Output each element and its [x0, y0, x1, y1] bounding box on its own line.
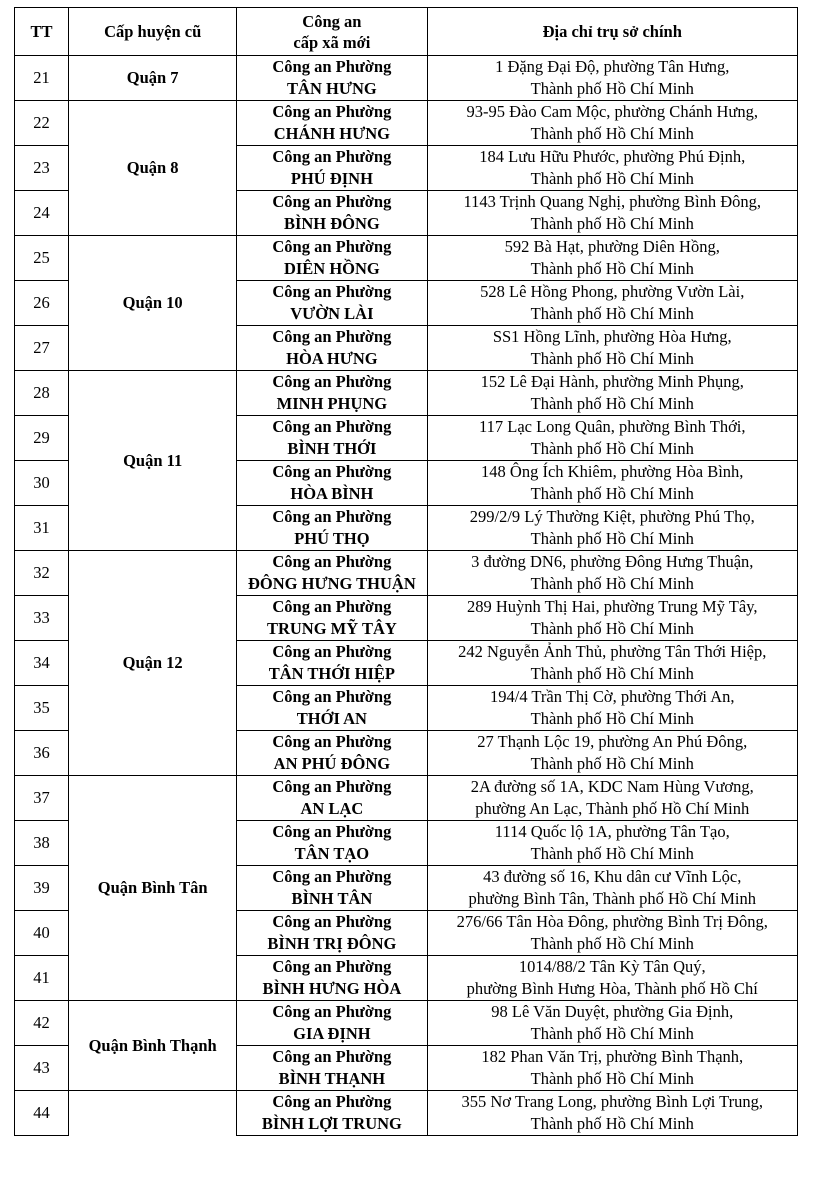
- ward-police-table: [14, 7, 798, 1136]
- district-name: Quận 7: [69, 56, 237, 101]
- address-line2: Thành phố Hồ Chí Minh: [530, 574, 694, 593]
- address-line1: 117 Lạc Long Quân, phường Bình Thới,: [478, 417, 746, 436]
- table-row: [15, 776, 798, 821]
- ward-police-prefix: Công an Phường: [272, 1002, 392, 1021]
- address-line1: 27 Thạnh Lộc 19, phường An Phú Đông,: [477, 732, 748, 751]
- address-line2: Thành phố Hồ Chí Minh: [530, 349, 694, 368]
- address-line1: 242 Nguyễn Ảnh Thủ, phường Tân Thới Hiệp,: [458, 642, 767, 661]
- ward-police-prefix: Công an Phường: [272, 1047, 392, 1066]
- ward-police-prefix: Công an Phường: [272, 642, 392, 661]
- ward-police-name: [237, 686, 427, 731]
- address-line2: Thành phố Hồ Chí Minh: [530, 304, 694, 323]
- headquarters-address: [427, 596, 798, 641]
- ward-name: TRUNG MỸ TÂY: [266, 619, 397, 638]
- header-tt: TT: [15, 8, 69, 56]
- address-line2: Thành phố Hồ Chí Minh: [530, 529, 694, 548]
- row-number: 35: [15, 686, 69, 731]
- address-line1: 276/66 Tân Hòa Đông, phường Bình Trị Đông,: [456, 912, 768, 931]
- address-line1: 98 Lê Văn Duyệt, phường Gia Định,: [491, 1002, 734, 1021]
- headquarters-address: [427, 506, 798, 551]
- ward-name: BÌNH LỢI TRUNG: [261, 1114, 402, 1133]
- ward-police-name: [237, 416, 427, 461]
- ward-police-name: [237, 326, 427, 371]
- address-line2: phường Bình Tân, Thành phố Hồ Chí Minh: [468, 889, 756, 908]
- headquarters-address: [427, 551, 798, 596]
- row-number: 44: [15, 1091, 69, 1136]
- row-number: 38: [15, 821, 69, 866]
- address-line1: 2A đường số 1A, KDC Nam Hùng Vương,: [470, 777, 754, 796]
- ward-police-prefix: Công an Phường: [272, 57, 392, 76]
- headquarters-address: [427, 1001, 798, 1046]
- ward-name: HÒA HƯNG: [286, 349, 378, 368]
- address-line2: Thành phố Hồ Chí Minh: [530, 664, 694, 683]
- ward-name: PHÚ THỌ: [294, 529, 370, 548]
- row-number: 32: [15, 551, 69, 596]
- ward-name: TÂN THỚI HIỆP: [268, 664, 395, 683]
- district-name: Quận 12: [69, 551, 237, 776]
- row-number: 29: [15, 416, 69, 461]
- address-line2: Thành phố Hồ Chí Minh: [530, 124, 694, 143]
- address-line1: 1114 Quốc lộ 1A, phường Tân Tạo,: [494, 822, 730, 841]
- ward-police-name: [237, 461, 427, 506]
- row-number: 22: [15, 101, 69, 146]
- row-number: 30: [15, 461, 69, 506]
- ward-name: THỚI AN: [296, 709, 367, 728]
- address-line1: SS1 Hồng Lĩnh, phường Hòa Hưng,: [492, 327, 732, 346]
- address-line2: Thành phố Hồ Chí Minh: [530, 844, 694, 863]
- ward-police-name: [237, 506, 427, 551]
- headquarters-address: [427, 461, 798, 506]
- ward-police-name: [237, 281, 427, 326]
- address-line2: Thành phố Hồ Chí Minh: [530, 709, 694, 728]
- ward-police-prefix: Công an Phường: [272, 282, 392, 301]
- address-line1: 182 Phan Văn Trị, phường Bình Thạnh,: [481, 1047, 744, 1066]
- ward-name: GIA ĐỊNH: [293, 1024, 371, 1043]
- address-line1: 592 Bà Hạt, phường Diên Hồng,: [504, 237, 720, 256]
- row-number: 28: [15, 371, 69, 416]
- headquarters-address: [427, 776, 798, 821]
- address-line2: phường Bình Hưng Hòa, Thành phố Hồ Chí: [466, 979, 758, 998]
- district-name: Quận 10: [69, 236, 237, 371]
- table-row: [15, 101, 798, 146]
- address-line2: Thành phố Hồ Chí Minh: [530, 1114, 694, 1133]
- headquarters-address: [427, 56, 798, 101]
- ward-police-prefix: Công an Phường: [272, 687, 392, 706]
- headquarters-address: [427, 866, 798, 911]
- headquarters-address: [427, 416, 798, 461]
- ward-police-prefix: Công an Phường: [272, 237, 392, 256]
- address-line2: Thành phố Hồ Chí Minh: [530, 259, 694, 278]
- table-row: [15, 551, 798, 596]
- address-line2: Thành phố Hồ Chí Minh: [530, 619, 694, 638]
- table-row: [15, 1091, 798, 1136]
- row-number: 39: [15, 866, 69, 911]
- address-line1: 152 Lê Đại Hành, phường Minh Phụng,: [480, 372, 744, 391]
- ward-police-prefix: Công an Phường: [272, 147, 392, 166]
- row-number: 25: [15, 236, 69, 281]
- ward-police-prefix: Công an Phường: [272, 372, 392, 391]
- headquarters-address: [427, 821, 798, 866]
- row-number: 23: [15, 146, 69, 191]
- address-line1: 1 Đặng Đại Độ, phường Tân Hưng,: [495, 57, 730, 76]
- headquarters-address: [427, 641, 798, 686]
- ward-name: VƯỜN LÀI: [290, 304, 374, 323]
- address-line2: Thành phố Hồ Chí Minh: [530, 484, 694, 503]
- address-line1: 93-95 Đào Cam Mộc, phường Chánh Hưng,: [466, 102, 758, 121]
- ward-name: BÌNH THỚI: [287, 439, 377, 458]
- address-line1: 184 Lưu Hữu Phước, phường Phú Định,: [479, 147, 746, 166]
- address-line2: Thành phố Hồ Chí Minh: [530, 169, 694, 188]
- ward-name: PHÚ ĐỊNH: [290, 169, 373, 188]
- address-line2: Thành phố Hồ Chí Minh: [530, 1024, 694, 1043]
- row-number: 34: [15, 641, 69, 686]
- ward-name: HÒA BÌNH: [290, 484, 374, 503]
- address-line1: 43 đường số 16, Khu dân cư Vĩnh Lộc,: [483, 867, 742, 886]
- ward-police-name: [237, 866, 427, 911]
- ward-name: AN PHÚ ĐÔNG: [273, 754, 391, 773]
- headquarters-address: [427, 326, 798, 371]
- address-line2: Thành phố Hồ Chí Minh: [530, 1069, 694, 1088]
- ward-police-name: [237, 1091, 427, 1136]
- address-line1: 299/2/9 Lý Thường Kiệt, phường Phú Thọ,: [469, 507, 755, 526]
- row-number: 42: [15, 1001, 69, 1046]
- ward-name: BÌNH TRỊ ĐÔNG: [267, 934, 397, 953]
- address-line1: 148 Ông Ích Khiêm, phường Hòa Bình,: [481, 462, 744, 481]
- row-number: 21: [15, 56, 69, 101]
- header-district: Cấp huyện cũ: [69, 8, 237, 56]
- ward-name: BÌNH HƯNG HÒA: [262, 979, 402, 998]
- row-number: 33: [15, 596, 69, 641]
- ward-police-name: [237, 956, 427, 1001]
- header-row: [15, 8, 798, 56]
- ward-police-prefix: Công an Phường: [272, 912, 392, 931]
- ward-name: TÂN TẠO: [294, 844, 370, 863]
- table-row: [15, 236, 798, 281]
- row-number: 27: [15, 326, 69, 371]
- address-line2: phường An Lạc, Thành phố Hồ Chí Minh: [475, 799, 750, 818]
- table-body: [15, 56, 798, 1136]
- headquarters-address: [427, 1091, 798, 1136]
- district-name: Quận Bình Tân: [69, 776, 237, 1001]
- table-row: [15, 56, 798, 101]
- ward-police-prefix: Công an Phường: [272, 597, 392, 616]
- ward-name: AN LẠC: [300, 799, 364, 818]
- address-line1: 3 đường DN6, phường Đông Hưng Thuận,: [471, 552, 754, 571]
- address-line2: Thành phố Hồ Chí Minh: [530, 79, 694, 98]
- header-ward-line1: Công an: [302, 11, 362, 31]
- district-name: Quận Bình Thạnh: [69, 1001, 237, 1091]
- ward-police-prefix: Công an Phường: [272, 822, 392, 841]
- ward-name: ĐÔNG HƯNG THUẬN: [248, 574, 416, 593]
- address-line1: 289 Huỳnh Thị Hai, phường Trung Mỹ Tây,: [466, 597, 758, 616]
- ward-police-name: [237, 776, 427, 821]
- address-line2: Thành phố Hồ Chí Minh: [530, 394, 694, 413]
- ward-police-name: [237, 101, 427, 146]
- row-number: 37: [15, 776, 69, 821]
- headquarters-address: [427, 101, 798, 146]
- ward-police-prefix: Công an Phường: [272, 192, 392, 211]
- address-line1: 1143 Trịnh Quang Nghị, phường Bình Đông,: [463, 192, 762, 211]
- headquarters-address: [427, 731, 798, 776]
- address-line1: 355 Nơ Trang Long, phường Bình Lợi Trung,: [461, 1092, 763, 1111]
- headquarters-address: [427, 911, 798, 956]
- ward-police-prefix: Công an Phường: [272, 417, 392, 436]
- row-number: 36: [15, 731, 69, 776]
- ward-police-prefix: Công an Phường: [272, 777, 392, 796]
- ward-name: BÌNH ĐÔNG: [283, 214, 380, 233]
- address-line1: 528 Lê Hồng Phong, phường Vườn Lài,: [480, 282, 745, 301]
- ward-police-name: [237, 1046, 427, 1091]
- ward-police-name: [237, 371, 427, 416]
- ward-police-prefix: Công an Phường: [272, 957, 392, 976]
- ward-name: DIÊN HỒNG: [283, 259, 380, 278]
- ward-police-name: [237, 731, 427, 776]
- ward-police-name: [237, 641, 427, 686]
- ward-name: MINH PHỤNG: [276, 394, 388, 413]
- headquarters-address: [427, 191, 798, 236]
- headquarters-address: [427, 1046, 798, 1091]
- table-row: [15, 371, 798, 416]
- ward-police-name: [237, 596, 427, 641]
- district-name: [69, 1091, 237, 1136]
- headquarters-address: [427, 371, 798, 416]
- ward-police-prefix: Công an Phường: [272, 552, 392, 571]
- header-ward-line2: cấp xã mới: [293, 32, 371, 52]
- ward-police-name: [237, 191, 427, 236]
- district-name: Quận 8: [69, 101, 237, 236]
- ward-police-name: [237, 236, 427, 281]
- header-ward: [237, 8, 427, 56]
- address-line2: Thành phố Hồ Chí Minh: [530, 439, 694, 458]
- ward-police-name: [237, 821, 427, 866]
- table-row: [15, 1001, 798, 1046]
- ward-police-name: [237, 56, 427, 101]
- district-name: Quận 11: [69, 371, 237, 551]
- ward-police-prefix: Công an Phường: [272, 102, 392, 121]
- row-number: 26: [15, 281, 69, 326]
- address-line2: Thành phố Hồ Chí Minh: [530, 754, 694, 773]
- row-number: 40: [15, 911, 69, 956]
- ward-name: BÌNH TÂN: [291, 889, 373, 908]
- address-line2: Thành phố Hồ Chí Minh: [530, 934, 694, 953]
- header-address: Địa chỉ trụ sở chính: [427, 8, 798, 56]
- headquarters-address: [427, 956, 798, 1001]
- address-line1: 194/4 Trần Thị Cờ, phường Thới An,: [490, 687, 735, 706]
- ward-name: CHÁNH HƯNG: [273, 124, 391, 143]
- row-number: 24: [15, 191, 69, 236]
- ward-police-name: [237, 551, 427, 596]
- address-line2: Thành phố Hồ Chí Minh: [530, 214, 694, 233]
- row-number: 31: [15, 506, 69, 551]
- row-number: 43: [15, 1046, 69, 1091]
- headquarters-address: [427, 281, 798, 326]
- ward-police-prefix: Công an Phường: [272, 867, 392, 886]
- address-line1: 1014/88/2 Tân Kỳ Tân Quý,: [518, 957, 706, 976]
- row-number: 41: [15, 956, 69, 1001]
- ward-police-prefix: Công an Phường: [272, 507, 392, 526]
- ward-police-prefix: Công an Phường: [272, 327, 392, 346]
- ward-police-prefix: Công an Phường: [272, 462, 392, 481]
- headquarters-address: [427, 146, 798, 191]
- ward-name: TÂN HƯNG: [287, 79, 377, 98]
- ward-name: BÌNH THẠNH: [278, 1069, 386, 1088]
- headquarters-address: [427, 236, 798, 281]
- ward-police-name: [237, 1001, 427, 1046]
- ward-police-name: [237, 146, 427, 191]
- ward-police-prefix: Công an Phường: [272, 732, 392, 751]
- ward-police-name: [237, 911, 427, 956]
- headquarters-address: [427, 686, 798, 731]
- ward-police-prefix: Công an Phường: [272, 1092, 392, 1111]
